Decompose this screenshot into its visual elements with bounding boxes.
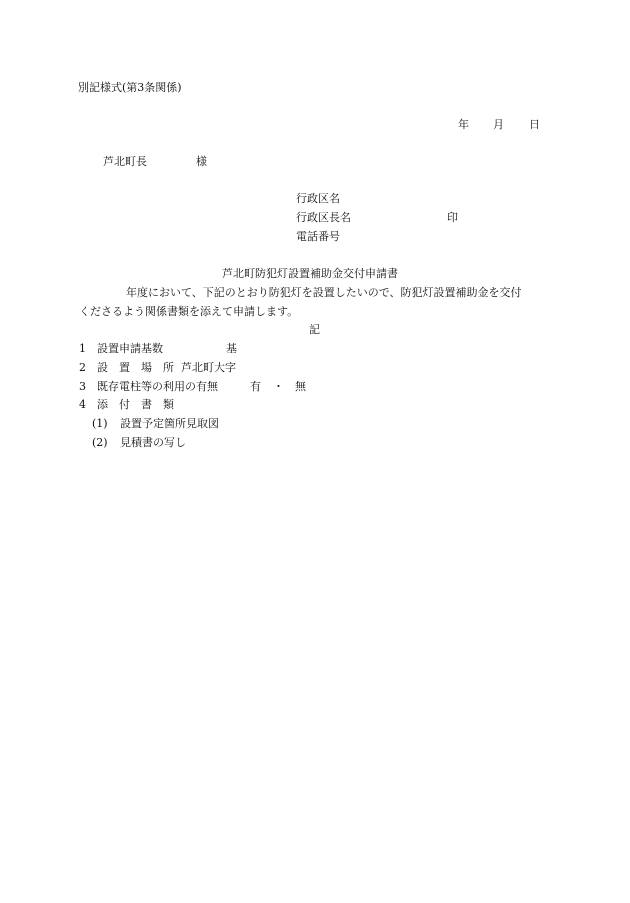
item-3-separator: ・ <box>273 380 284 393</box>
form-label: 別記様式(第3条関係) <box>78 81 182 94</box>
item-3-yes: 有 <box>250 380 261 393</box>
item-4-sub-2-num: (2) <box>92 436 108 449</box>
district-label: 行政区名 <box>296 192 340 205</box>
date-day: 日 <box>529 118 540 131</box>
item-3-label: 既存電柱等の利用の有無 <box>97 380 218 393</box>
date-month: 月 <box>493 118 504 131</box>
item-1-label: 設置申請基数 <box>97 342 163 355</box>
item-4-sub-2-text: 見積書の写し <box>120 436 186 449</box>
item-4-num: 4 <box>79 398 86 411</box>
item-3-no: 無 <box>295 380 306 393</box>
item-2-label: 設 置 場 所 <box>97 361 174 374</box>
item-4-sub-1-text: 設置予定箇所見取図 <box>120 417 219 430</box>
phone-label: 電話番号 <box>296 230 340 243</box>
item-3-num: 3 <box>79 380 86 393</box>
document-title: 芦北町防犯灯設置補助金交付申請書 <box>222 267 398 280</box>
addressee-honorific: 様 <box>196 155 207 168</box>
item-2-num: 2 <box>79 361 86 374</box>
item-4-label: 添 付 書 類 <box>97 398 174 411</box>
item-1-unit: 基 <box>226 342 237 355</box>
seal-mark: 印 <box>447 211 458 224</box>
body-line-1: 年度において、下記のとおり防犯灯を設置したいので、防犯灯設置補助金を交付 <box>126 286 522 299</box>
date-year: 年 <box>458 118 469 131</box>
item-4-sub-1-num: (1) <box>92 417 108 430</box>
ki-heading: 記 <box>309 323 320 336</box>
body-line-2: くださるよう関係書類を添えて申請します。 <box>79 305 299 318</box>
addressee-name: 芦北町長 <box>103 155 147 168</box>
district-head-label: 行政区長名 <box>296 211 351 224</box>
item-1-num: 1 <box>79 342 86 355</box>
item-2-value: 芦北町大字 <box>181 361 236 374</box>
